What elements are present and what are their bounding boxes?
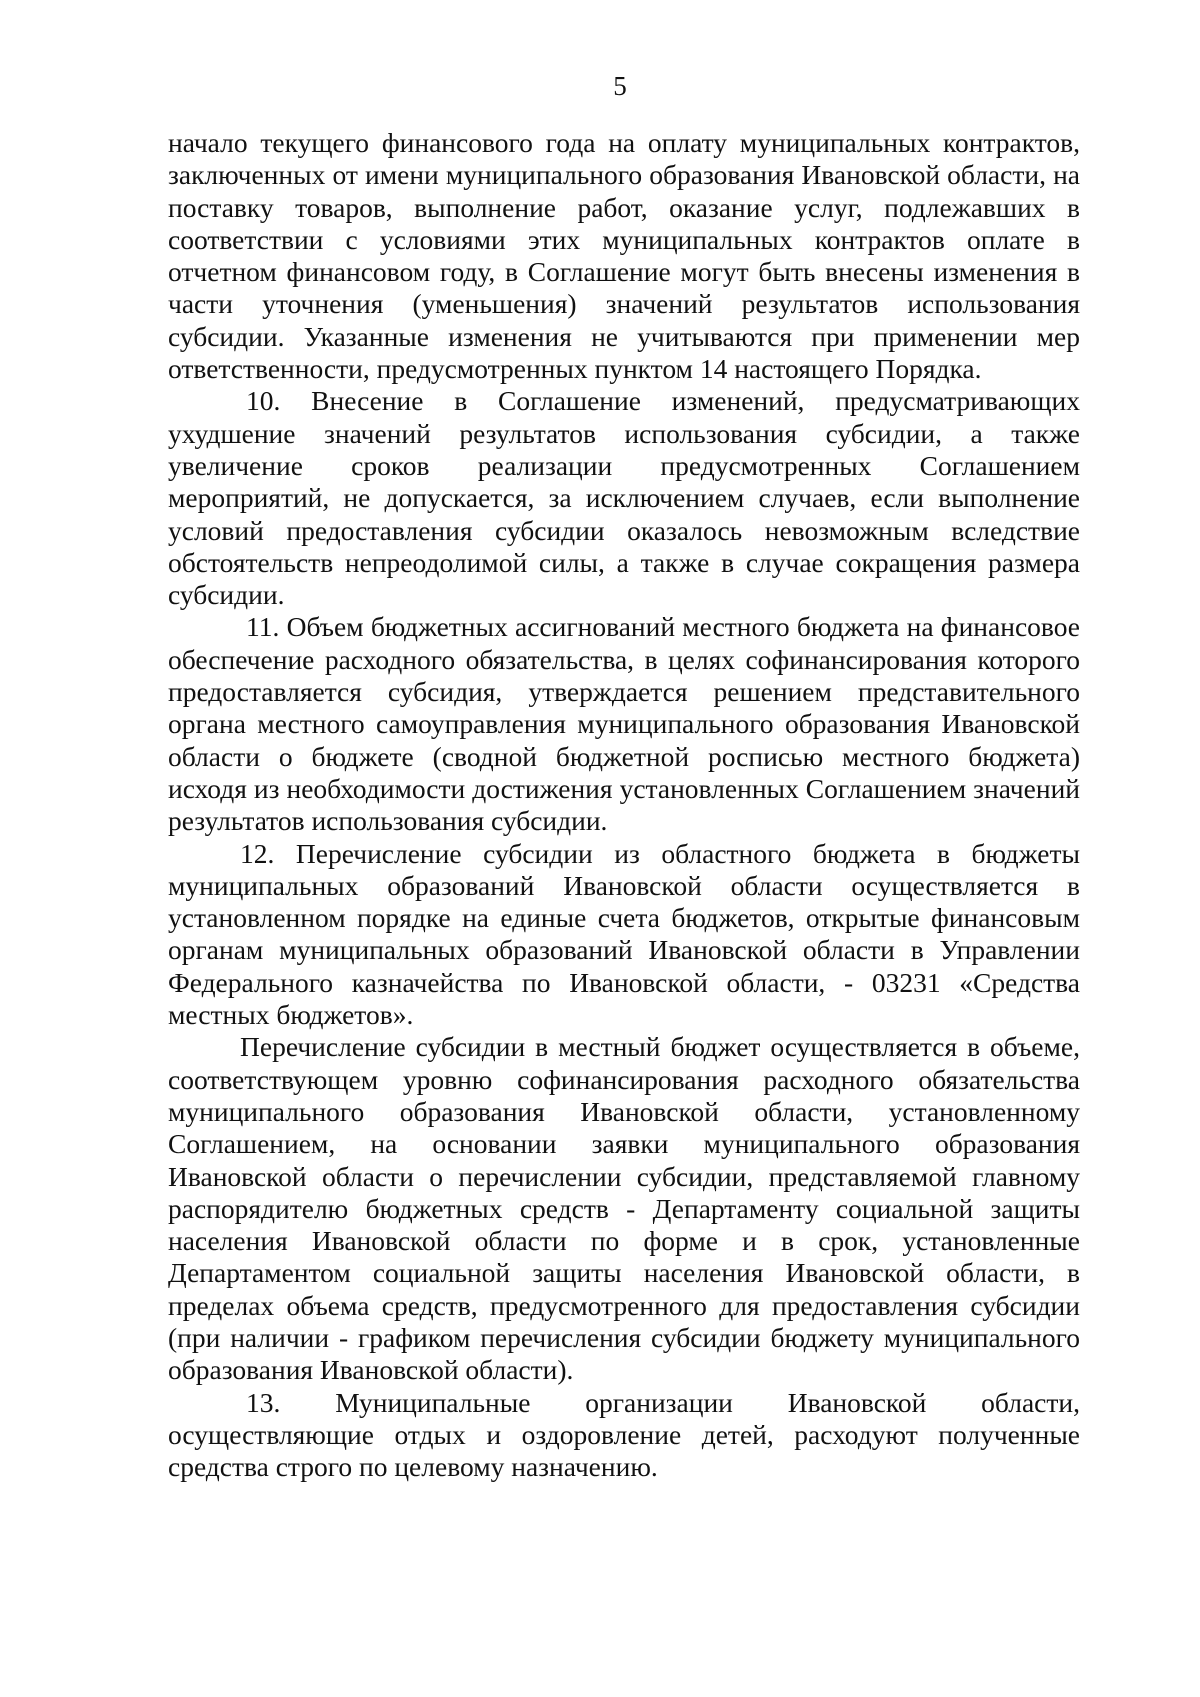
paragraph-continuation: начало текущего финансового года на оплату муниципальных контрактов, заключенных от имени муниципального образования Ивановской области, на поставку товаров, выполнение работ, оказание услуг, подлежавших в соответствии с условиями этих муниципальных контрактов оплате в отчетном финансовом году, в Соглашение могут быть внесены изменения в части уточнения (уменьшения) значений результатов использования субсидии. Указанные изменения не учитываются при применении мер ответственности, предусмотренных пунктом 14 настоящего Порядка. (168, 127, 1080, 385)
paragraph-item-10: 10. Внесение в Соглашение изменений, предусматривающих ухудшение значений результатов использования субсидии, а также увеличение сроков реализации предусмотренных Соглашением мероприятий, не допускается, за исключением случаев, если выполнение условий предоставления субсидии оказалось невозможным вследствие обстоятельств непреодолимой силы, а также в случае сокращения размера субсидии. (168, 385, 1080, 611)
paragraph-subsidy-transfer: Перечисление субсидии в местный бюджет осуществляется в объеме, соответствующем уровню софинансирования расходного обязательства муниципального образования Ивановской области, установленному Соглашением, на основании заявки муниципального образования Ивановской области о перечислении субсидии, представляемой главному распорядителю бюджетных средств - Департаменту социальной защиты населения Ивановской области по форме и в срок, установленные Департаментом социальной защиты населения Ивановской области, в пределах объема средств, предусмотренного для предоставления субсидии (при наличии - графиком перечисления субсидии бюджету муниципального образования Ивановской области). (168, 1031, 1080, 1386)
paragraph-item-12: 12. Перечисление субсидии из областного бюджета в бюджеты муниципальных образований Ивановской области осуществляется в установленном порядке на единые счета бюджетов, открытые финансовым органам муниципальных образований Ивановской области в Управлении Федерального казначейства по Ивановской области, - 03231 «Средства местных бюджетов». (168, 837, 1080, 1031)
document-body (168, 127, 1080, 1483)
page-number: 5 (613, 71, 627, 101)
paragraph-item-11: 11. Объем бюджетных ассигнований местного бюджета на финансовое обеспечение расходного обязательства, в целях софинансирования которого предоставляется субсидия, утверждается решением представительного органа местного самоуправления муниципального образования Ивановской области о бюджете (сводной бюджетной росписью местного бюджета) исходя из необходимости достижения установленных Соглашением значений результатов использования субсидии. (168, 611, 1080, 837)
paragraph-item-13: 13. Муниципальные организации Ивановской области, осуществляющие отдых и оздоровление детей, расходуют полученные средства строго по целевому назначению. (168, 1386, 1080, 1483)
